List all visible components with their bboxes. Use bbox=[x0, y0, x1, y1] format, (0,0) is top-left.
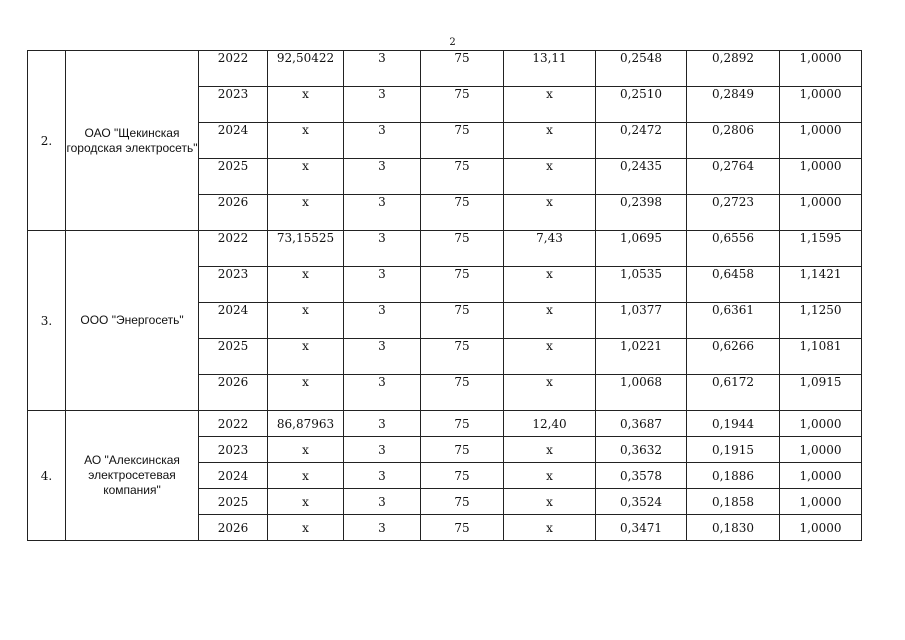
value-cell: х bbox=[504, 303, 596, 339]
value-cell: х bbox=[268, 123, 344, 159]
value-cell: 2025 bbox=[199, 339, 268, 375]
value-cell: 0,2806 bbox=[687, 123, 780, 159]
value-cell: 2022 bbox=[199, 231, 268, 267]
value-cell: х bbox=[504, 267, 596, 303]
value-cell: 2023 bbox=[199, 437, 268, 463]
value-cell: х bbox=[268, 437, 344, 463]
value-cell: 0,3471 bbox=[596, 515, 687, 541]
value-cell: 3 bbox=[344, 339, 421, 375]
table-row bbox=[28, 51, 862, 87]
value-cell: 1,1081 bbox=[780, 339, 862, 375]
value-cell: 2025 bbox=[199, 159, 268, 195]
value-cell: 75 bbox=[421, 375, 504, 411]
value-cell: 0,6266 bbox=[687, 339, 780, 375]
value-cell: 73,15525 bbox=[268, 231, 344, 267]
table-body bbox=[28, 51, 862, 541]
value-cell: х bbox=[268, 515, 344, 541]
value-cell: х bbox=[268, 463, 344, 489]
value-cell: 75 bbox=[421, 159, 504, 195]
value-cell: 75 bbox=[421, 411, 504, 437]
value-cell: 0,1915 bbox=[687, 437, 780, 463]
value-cell: х bbox=[268, 195, 344, 231]
value-cell: 75 bbox=[421, 339, 504, 375]
value-cell: 1,0000 bbox=[780, 411, 862, 437]
value-cell: 3 bbox=[344, 375, 421, 411]
value-cell: 1,0915 bbox=[780, 375, 862, 411]
value-cell: 75 bbox=[421, 489, 504, 515]
value-cell: 75 bbox=[421, 87, 504, 123]
value-cell: 2022 bbox=[199, 51, 268, 87]
value-cell: 1,0000 bbox=[780, 87, 862, 123]
value-cell: 0,2548 bbox=[596, 51, 687, 87]
value-cell: 1,0000 bbox=[780, 489, 862, 515]
value-cell: 1,0000 bbox=[780, 195, 862, 231]
value-cell: 0,3632 bbox=[596, 437, 687, 463]
value-cell: 2023 bbox=[199, 87, 268, 123]
value-cell: 75 bbox=[421, 51, 504, 87]
value-cell: 0,6361 bbox=[687, 303, 780, 339]
value-cell: 13,11 bbox=[504, 51, 596, 87]
table-row bbox=[28, 231, 862, 267]
value-cell: 3 bbox=[344, 51, 421, 87]
value-cell: 75 bbox=[421, 267, 504, 303]
value-cell: 1,0000 bbox=[780, 463, 862, 489]
value-cell: х bbox=[504, 463, 596, 489]
value-cell: 0,1858 bbox=[687, 489, 780, 515]
value-cell: 75 bbox=[421, 463, 504, 489]
value-cell: 2026 bbox=[199, 515, 268, 541]
row-number-cell: 3. bbox=[28, 231, 66, 411]
value-cell: 0,3578 bbox=[596, 463, 687, 489]
value-cell: 75 bbox=[421, 231, 504, 267]
value-cell: 0,2398 bbox=[596, 195, 687, 231]
value-cell: 3 bbox=[344, 231, 421, 267]
value-cell: 3 bbox=[344, 515, 421, 541]
value-cell: 3 bbox=[344, 267, 421, 303]
value-cell: 3 bbox=[344, 489, 421, 515]
value-cell: 2024 bbox=[199, 463, 268, 489]
value-cell: 75 bbox=[421, 303, 504, 339]
value-cell: 1,0377 bbox=[596, 303, 687, 339]
row-number-cell: 4. bbox=[28, 411, 66, 541]
value-cell: х bbox=[268, 87, 344, 123]
tariff-table bbox=[27, 50, 862, 541]
value-cell: 0,3687 bbox=[596, 411, 687, 437]
value-cell: 0,6172 bbox=[687, 375, 780, 411]
value-cell: 2026 bbox=[199, 375, 268, 411]
value-cell: 3 bbox=[344, 303, 421, 339]
value-cell: 75 bbox=[421, 195, 504, 231]
value-cell: 0,2892 bbox=[687, 51, 780, 87]
value-cell: 0,2764 bbox=[687, 159, 780, 195]
value-cell: 0,2435 bbox=[596, 159, 687, 195]
value-cell: х bbox=[504, 375, 596, 411]
value-cell: х bbox=[268, 159, 344, 195]
value-cell: 0,1944 bbox=[687, 411, 780, 437]
value-cell: х bbox=[268, 489, 344, 515]
value-cell: 2022 bbox=[199, 411, 268, 437]
value-cell: 0,6556 bbox=[687, 231, 780, 267]
value-cell: 3 bbox=[344, 87, 421, 123]
value-cell: х bbox=[504, 159, 596, 195]
value-cell: х bbox=[504, 123, 596, 159]
value-cell: 1,1421 bbox=[780, 267, 862, 303]
organization-cell: АО "Алексинская электросетевая компания" bbox=[66, 411, 199, 541]
value-cell: х bbox=[268, 267, 344, 303]
value-cell: 2026 bbox=[199, 195, 268, 231]
value-cell: 2024 bbox=[199, 123, 268, 159]
value-cell: 0,3524 bbox=[596, 489, 687, 515]
value-cell: х bbox=[504, 195, 596, 231]
value-cell: 3 bbox=[344, 411, 421, 437]
value-cell: 1,0000 bbox=[780, 437, 862, 463]
value-cell: 2024 bbox=[199, 303, 268, 339]
value-cell: 0,2472 bbox=[596, 123, 687, 159]
value-cell: 12,40 bbox=[504, 411, 596, 437]
value-cell: 1,0000 bbox=[780, 51, 862, 87]
value-cell: х bbox=[504, 87, 596, 123]
value-cell: 1,0221 bbox=[596, 339, 687, 375]
value-cell: х bbox=[504, 515, 596, 541]
value-cell: 0,1886 bbox=[687, 463, 780, 489]
value-cell: х bbox=[504, 489, 596, 515]
value-cell: 0,1830 bbox=[687, 515, 780, 541]
value-cell: 0,6458 bbox=[687, 267, 780, 303]
row-number-cell: 2. bbox=[28, 51, 66, 231]
value-cell: 2023 bbox=[199, 267, 268, 303]
value-cell: 3 bbox=[344, 437, 421, 463]
table-row bbox=[28, 411, 862, 437]
value-cell: 0,2510 bbox=[596, 87, 687, 123]
organization-cell: ООО "Энергосеть" bbox=[66, 231, 199, 411]
value-cell: 75 bbox=[421, 515, 504, 541]
value-cell: 3 bbox=[344, 463, 421, 489]
value-cell: 3 bbox=[344, 123, 421, 159]
value-cell: 0,2723 bbox=[687, 195, 780, 231]
value-cell: 1,0000 bbox=[780, 123, 862, 159]
value-cell: 1,0000 bbox=[780, 515, 862, 541]
value-cell: 1,1250 bbox=[780, 303, 862, 339]
value-cell: 2025 bbox=[199, 489, 268, 515]
value-cell: 0,2849 bbox=[687, 87, 780, 123]
value-cell: х bbox=[268, 375, 344, 411]
value-cell: 1,1595 bbox=[780, 231, 862, 267]
value-cell: х bbox=[504, 339, 596, 375]
value-cell: 7,43 bbox=[504, 231, 596, 267]
value-cell: 1,0695 bbox=[596, 231, 687, 267]
value-cell: 3 bbox=[344, 195, 421, 231]
value-cell: 92,50422 bbox=[268, 51, 344, 87]
value-cell: 1,0068 bbox=[596, 375, 687, 411]
page-number: 2 bbox=[449, 37, 456, 48]
value-cell: х bbox=[504, 437, 596, 463]
value-cell: 86,87963 bbox=[268, 411, 344, 437]
value-cell: х bbox=[268, 339, 344, 375]
value-cell: 3 bbox=[344, 159, 421, 195]
value-cell: 75 bbox=[421, 437, 504, 463]
value-cell: 1,0535 bbox=[596, 267, 687, 303]
value-cell: 75 bbox=[421, 123, 504, 159]
value-cell: х bbox=[268, 303, 344, 339]
organization-cell: ОАО "Щекинская городская электросеть" bbox=[66, 51, 199, 231]
value-cell: 1,0000 bbox=[780, 159, 862, 195]
